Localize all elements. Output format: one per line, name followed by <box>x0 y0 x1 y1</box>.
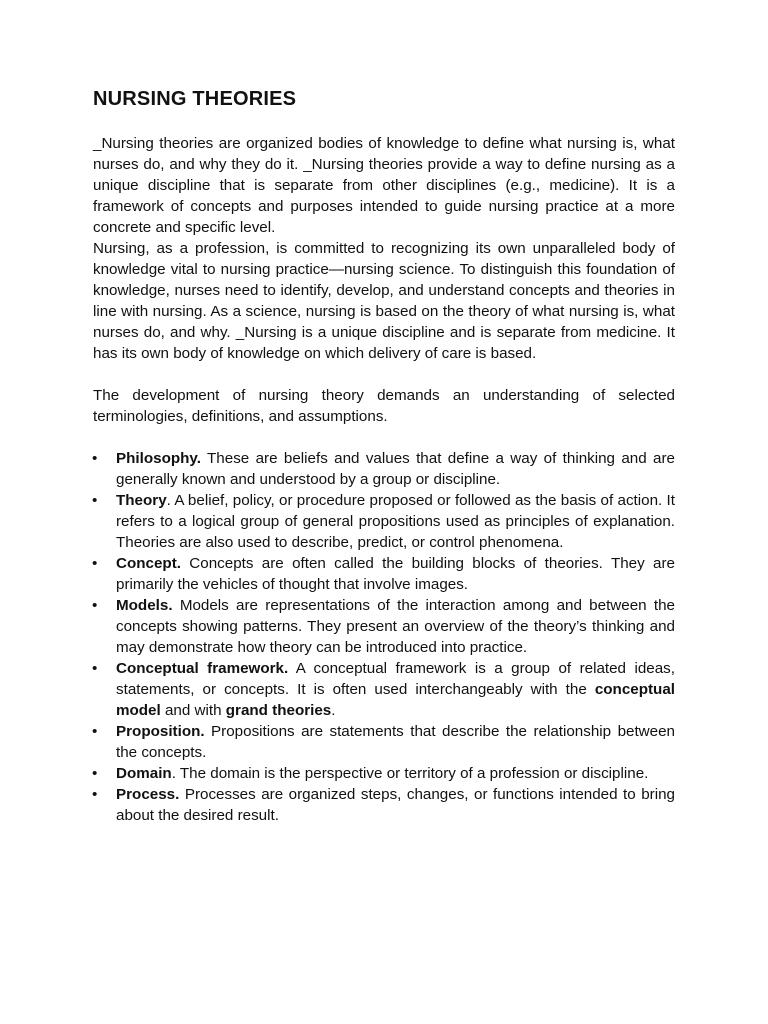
term-process: Process. <box>116 786 180 803</box>
profession-paragraph: Nursing, as a profession, is committed to recognizing its own unparalleled body of knowledge vital to nursing practice—nursing science. To distinguish this foundation of knowledge, nurses need to identify, develop, and understand concepts and theories in line with nursing. As a science, nursing is based on the theory of what nursing is, what nurses do, and why. _Nursing is a unique discipline and is separate from medicine. It has its own body of knowledge on which delivery of care is based. <box>93 240 675 362</box>
term-concept: Concept. <box>116 555 181 572</box>
term-domain: Domain <box>116 765 172 782</box>
document-page <box>93 88 675 826</box>
definition-proposition: Propositions are statements that describe the relationship between the concepts. <box>116 723 675 761</box>
definition-process: Processes are organized steps, changes, or functions intended to bring about the desired result. <box>116 786 675 824</box>
bullet-icon: • <box>92 786 98 803</box>
bullet-icon: • <box>92 660 98 677</box>
development-paragraph: The development of nursing theory demands an understanding of selected terminologies, definitions, and assumptions. <box>93 387 675 425</box>
bullet-icon: • <box>92 723 98 740</box>
list-item-concept <box>93 553 675 595</box>
list-item-conceptual-framework <box>93 658 675 721</box>
list-item-proposition <box>93 721 675 763</box>
definition-theory: . A belief, policy, or procedure proposed or followed as the basis of action. It refers to a logical group of general propositions used as principles of explanation. Theories are also used to describe, predict, or control phenomena. <box>116 492 675 551</box>
definition-conceptual-framework-part1: A conceptual framework is a group of related ideas, statements, or concepts. It is often used interchangeably with the <box>116 660 675 698</box>
definition-concept: Concepts are often called the building blocks of theories. They are primarily the vehicles of thought that involve images. <box>116 555 675 593</box>
term-philosophy: Philosophy. <box>116 450 201 467</box>
list-item-process <box>93 784 675 826</box>
bullet-icon: • <box>92 492 98 509</box>
term-models: Models. <box>116 597 173 614</box>
term-proposition: Proposition. <box>116 723 205 740</box>
definition-domain: . The domain is the perspective or territory of a profession or discipline. <box>171 765 649 782</box>
intro-paragraph: _Nursing theories are organized bodies of knowledge to define what nursing is, what nurses do, and why they do it. _Nursing theories provide a way to define nursing as a unique discipline that is separate from other disciplines (e.g., medicine). It is a framework of concepts and purposes intended to guide nursing practice at a more concrete and specific level. <box>93 135 675 236</box>
definition-philosophy: These are beliefs and values that define a way of thinking and are generally known and understood by a group or discipline. <box>116 450 675 488</box>
list-item-philosophy <box>93 448 675 490</box>
term-theory: Theory <box>116 492 167 509</box>
definitions-list <box>93 448 675 826</box>
term-conceptual-framework: Conceptual framework. <box>116 660 289 677</box>
list-item-domain <box>93 763 675 784</box>
bold-conceptual-model: conceptual model <box>116 681 675 719</box>
bullet-icon: • <box>92 597 98 614</box>
paragraph-spacer <box>93 364 675 385</box>
page-title: NURSING THEORIES <box>93 88 297 110</box>
bullet-icon: • <box>92 555 98 572</box>
bullet-icon: • <box>92 765 98 782</box>
paragraph-spacer <box>93 427 675 448</box>
definition-conceptual-framework-part2: and with <box>160 702 226 719</box>
list-item-models <box>93 595 675 658</box>
list-item-theory <box>93 490 675 553</box>
definition-conceptual-framework-end: . <box>331 702 336 719</box>
definition-models: Models are representations of the interaction among and between the concepts showing patterns. They present an overview of the theory’s thinking and may demonstrate how theory can be introduced into practice. <box>116 597 675 656</box>
bold-grand-theories: grand theories <box>225 702 332 719</box>
bullet-icon: • <box>92 450 98 467</box>
